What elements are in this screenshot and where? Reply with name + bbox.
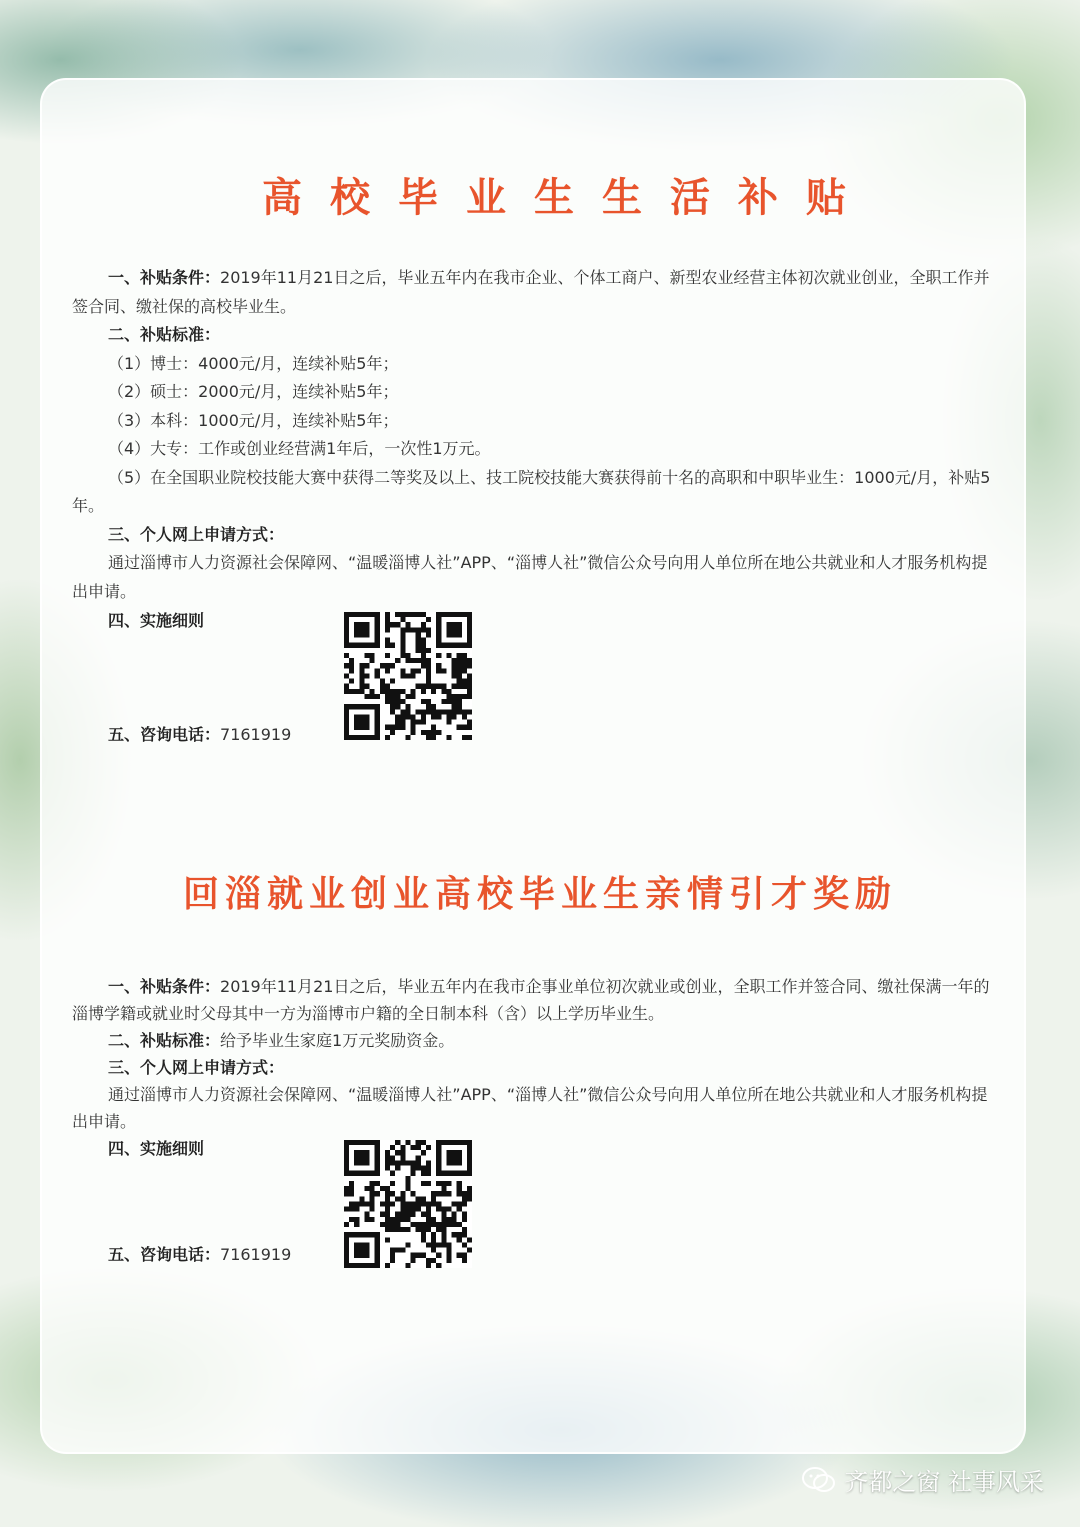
section1-cond-label: 一、补贴条件： [108, 268, 221, 287]
section1-apply-label: 三、个人网上申请方式： [108, 524, 285, 544]
qr-code[interactable] [344, 1140, 472, 1268]
section1-std-item: （2）硕士：2000元/月，连续补贴5年； [108, 382, 399, 401]
section2-cond-label: 一、补贴条件： [108, 977, 221, 996]
section2-apply-label: 三、个人网上申请方式： [108, 1058, 285, 1077]
section1-std-item: （4）大专：工作或创业经营满1年后，一次性1万元。 [108, 439, 491, 458]
section2-standard [72, 1027, 1000, 1054]
section1-phone-label: 五、咨询电话： [108, 725, 221, 744]
section1-phone [108, 722, 291, 745]
section1-detail-label: 四、实施细则 [108, 611, 205, 630]
section2-title: 回淄就业创业高校毕业生亲情引才奖励 [182, 874, 897, 915]
watermark-text: 齐都之窗 社事风采 [844, 1468, 1044, 1496]
section2-std-text: 给予毕业生家庭1万元奖励资金。 [220, 1031, 455, 1050]
section2-apply-text: 通过淄博市人力资源社会保障网、“温暖淄博人社”APP、“淄博人社”微信公众号向用人单位所在地公共就业和人才服务机构提出申请。 [72, 1085, 988, 1131]
section2-phone [108, 1242, 291, 1265]
section1-std-item: （3）本科：1000元/月，连续补贴5年； [108, 410, 399, 430]
section2-phone-label: 五、咨询电话： [108, 1245, 221, 1264]
section1-phone-number: 7161919 [220, 725, 292, 744]
wechat-icon [802, 1466, 836, 1494]
section2-condition [72, 973, 1000, 1027]
section2-cond-text: 2019年11月21日之后，毕业五年内在我市企事业单位初次就业或创业，全职工作并签合同、缴社保满一年的淄博学籍或就业时父母其中一方为淄博市户籍的全日制本科（含）以上学历毕业生。 [72, 977, 990, 1023]
section1-title: 高校毕业生生活补贴 [262, 175, 874, 221]
section1-std-item: （1）博士：4000元/月，连续补贴5年； [108, 353, 399, 373]
section1-condition [72, 264, 1000, 321]
section2-phone-number: 7161919 [220, 1245, 292, 1264]
section1-apply-text: 通过淄博市人力资源社会保障网、“温暖淄博人社”APP、“淄博人社”微信公众号向用人单位所在地公共就业和人才服务机构提出申请。 [72, 553, 988, 601]
section2-body [72, 973, 1000, 1135]
section1-std-item: （5）在全国职业院校技能大赛中获得二等奖及以上、技工院校技能大赛获得前十名的高职和中职毕业生：1000元/月，补贴5年。 [72, 467, 991, 515]
section1-std-label: 二、补贴标准： [108, 325, 221, 344]
section2-detail-label: 四、实施细则 [108, 1139, 205, 1158]
qr-code[interactable] [344, 612, 472, 740]
watermark [802, 1462, 1044, 1497]
section2-std-label: 二、补贴标准： [108, 1031, 221, 1050]
section1-cond-text: 2019年11月21日之后，毕业五年内在我市企业、个体工商户、新型农业经营主体初次就业创业，全职工作并签合同、缴社保的高校毕业生。 [72, 268, 990, 316]
section1-body [72, 264, 1000, 606]
